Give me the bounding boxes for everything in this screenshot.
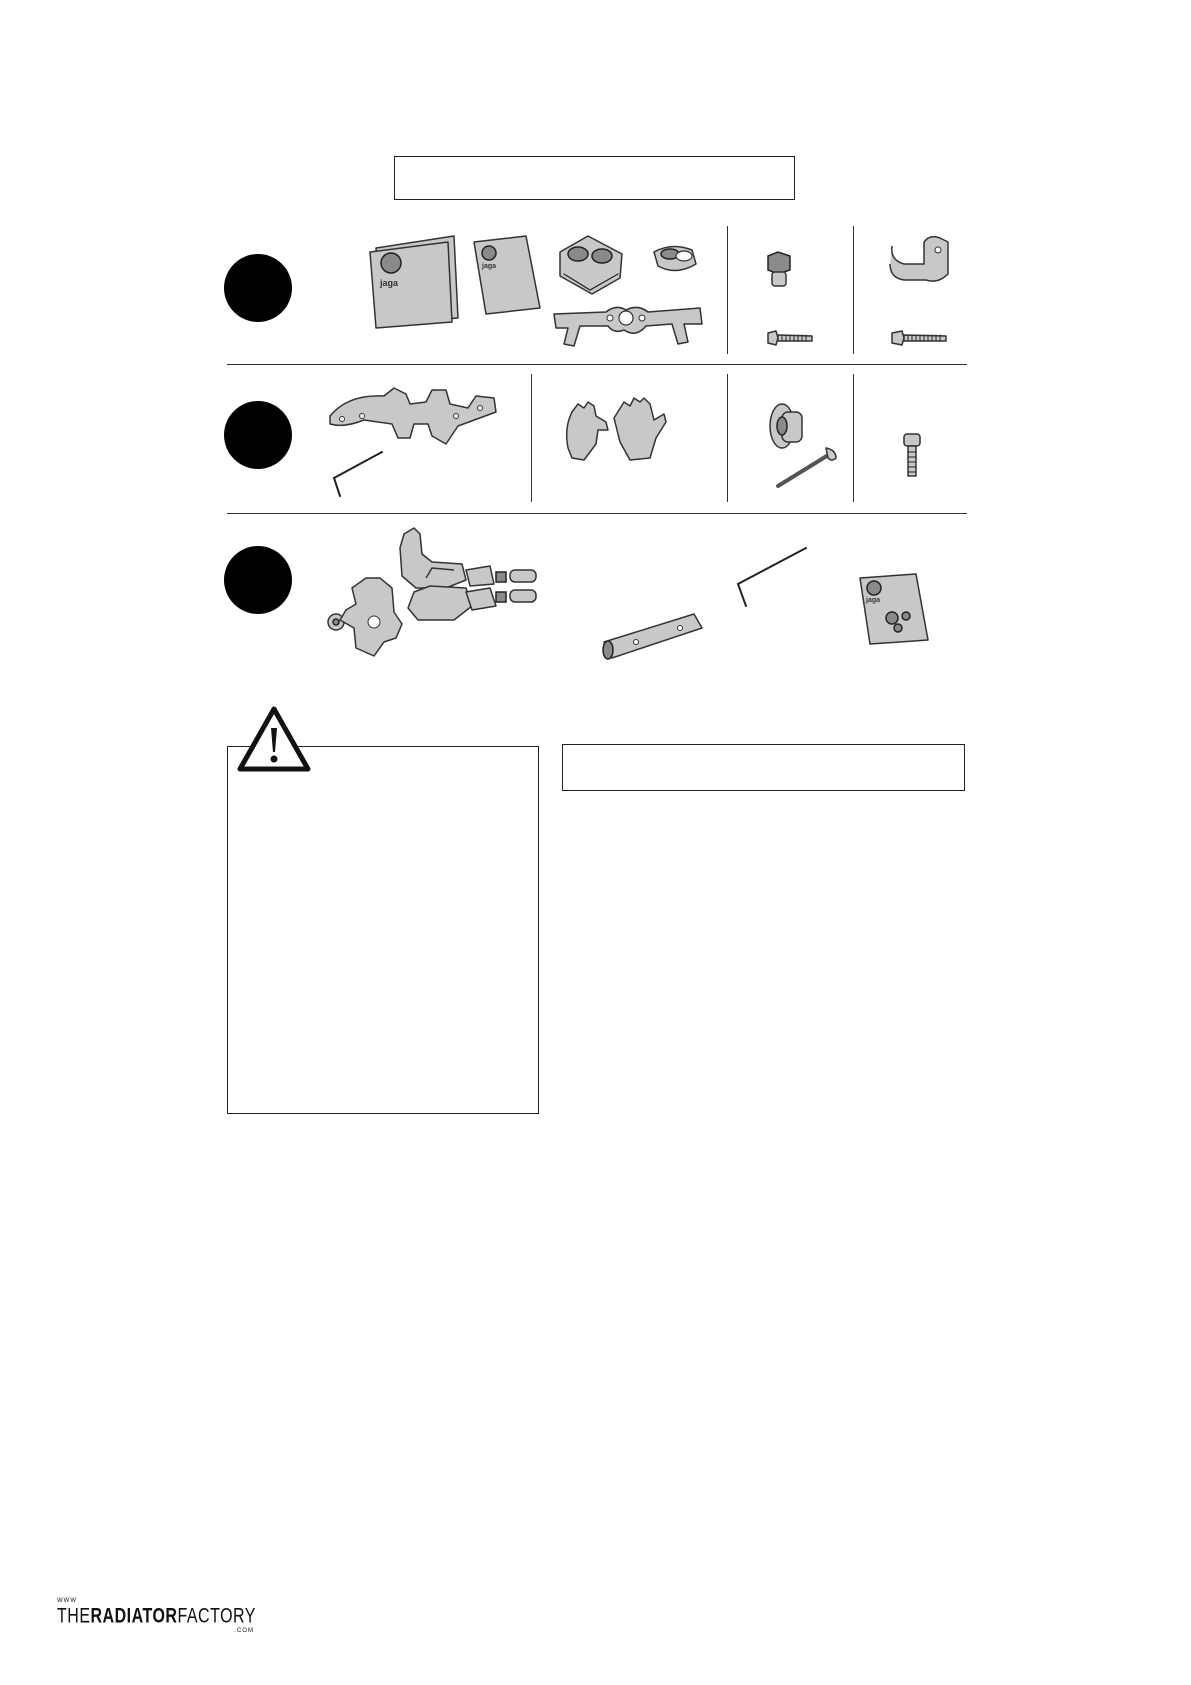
valve-set-icon xyxy=(326,528,604,668)
manual-brand: jaga xyxy=(380,278,399,288)
column-divider xyxy=(853,226,854,354)
screw-icon xyxy=(902,432,922,480)
hex-key-icon xyxy=(734,546,812,608)
hex-key-icon xyxy=(326,450,386,500)
warning-icon xyxy=(238,706,310,772)
template-plate-icon xyxy=(328,386,500,450)
title-box xyxy=(394,156,795,200)
column-divider xyxy=(727,226,728,354)
logo-factory: FACTORY xyxy=(177,1605,256,1628)
row-divider-1 xyxy=(227,364,967,365)
screw-icon xyxy=(766,330,814,346)
row-marker-3 xyxy=(224,546,292,614)
row-marker-2 xyxy=(224,401,292,469)
pipe-clamp-icon xyxy=(556,234,626,296)
tube-wrench-icon xyxy=(602,612,704,662)
logo-www: WWW xyxy=(57,1598,77,1604)
logo-the: THE xyxy=(57,1605,91,1628)
plug-icon xyxy=(764,252,794,292)
wall-hook-icon xyxy=(890,234,952,286)
screw-icon xyxy=(890,330,948,346)
manual-brand: jaga xyxy=(866,597,881,604)
manual-brand: jaga xyxy=(482,263,497,270)
column-divider xyxy=(727,374,728,502)
info-box xyxy=(562,744,965,791)
warning-box xyxy=(227,746,539,1114)
logo-radiator: RADIATOR xyxy=(90,1605,178,1628)
logo-com: .COM xyxy=(234,1628,254,1634)
bracket-plate-icon xyxy=(552,304,704,352)
gloves-icon xyxy=(564,398,666,462)
row-marker-1 xyxy=(224,254,292,322)
manual-icon xyxy=(858,574,930,644)
the-radiator-factory-logo xyxy=(57,1598,256,1634)
manual-icon xyxy=(370,236,540,326)
column-divider xyxy=(853,374,854,502)
bolt-icon xyxy=(774,444,840,490)
column-divider xyxy=(531,374,532,502)
row-divider-2 xyxy=(227,513,967,514)
sleeve-icon xyxy=(652,242,698,276)
logo-wordmark xyxy=(57,1605,256,1628)
